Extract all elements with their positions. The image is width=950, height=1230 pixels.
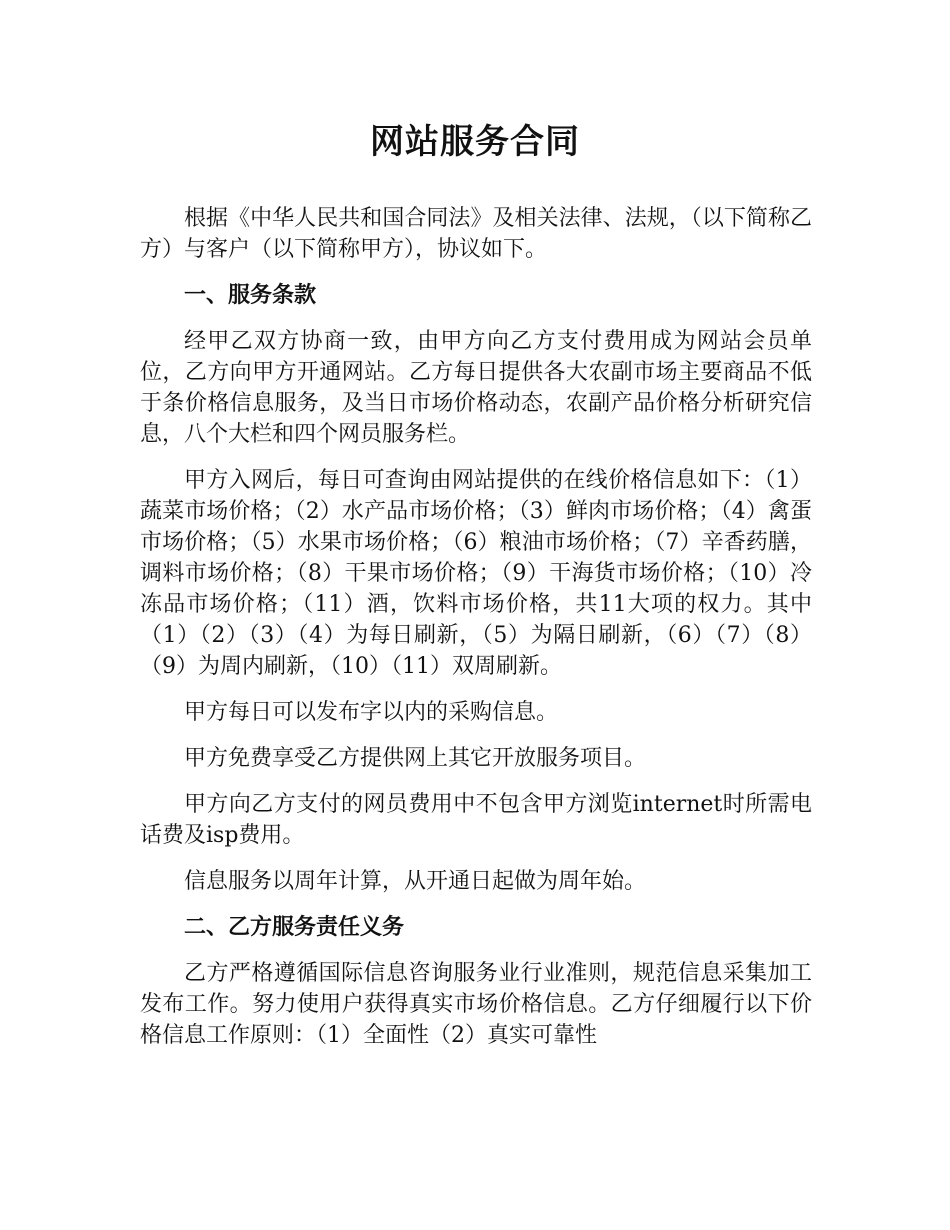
- service-terms-paragraph: 甲方免费享受乙方提供网上其它开放服务项目。: [184, 746, 647, 771]
- page-title: 网站服务合同: [370, 122, 580, 162]
- section-heading-provider-duties: 二、乙方服务责任义务: [184, 915, 405, 940]
- service-terms-paragraph: 甲方向乙方支付的网员费用中不包含甲方浏览internet时所需电话费及isp费用。: [140, 792, 812, 848]
- document-body: [140, 203, 812, 1066]
- section-heading-service-terms: 一、服务条款: [184, 283, 317, 308]
- service-terms-paragraph: 信息服务以周年计算，从开通日起做为周年始。: [184, 869, 647, 894]
- intro-paragraph: 根据《中华人民共和国合同法》及相关法律、法规，（以下简称乙方）与客户（以下简称甲方），协议如下。: [140, 206, 812, 262]
- service-terms-paragraph: 甲方每日可以发布字以内的采购信息。: [184, 700, 559, 725]
- service-terms-paragraph: 甲方入网后，每日可查询由网站提供的在线价格信息如下：（1）蔬菜市场价格；（2）水产品市场价格；（3）鲜肉市场价格；（4）禽蛋市场价格；（5）水果市场价格；（6）粮油市场价格；（7）辛香药膳，调料市场价格；（8）干果市场价格；（9）干海货市场价格；（10）冷冻品市场价格；（11）酒，饮料市场价格，共11大项的权力。其中（1）（2）（3）（4）为每日刷新，（5）为隔日刷新，（6）（7）（8）（9）为周内刷新，（10）（11）双周刷新。: [140, 468, 812, 679]
- service-terms-paragraph: 经甲乙双方协商一致，由甲方向乙方支付费用成为网站会员单位，乙方向甲方开通网站。乙方每日提供各大农副市场主要商品不低于条价格信息服务，及当日市场价格动态，农副产品价格分析研究信息，八个大栏和四个网员服务栏。: [140, 329, 812, 447]
- provider-duties-paragraph: 乙方严格遵循国际信息咨询服务业行业准则，规范信息采集加工发布工作。努力使用户获得真实市场价格信息。乙方仔细履行以下价格信息工作原则：（1）全面性（2）真实可靠性: [140, 961, 812, 1048]
